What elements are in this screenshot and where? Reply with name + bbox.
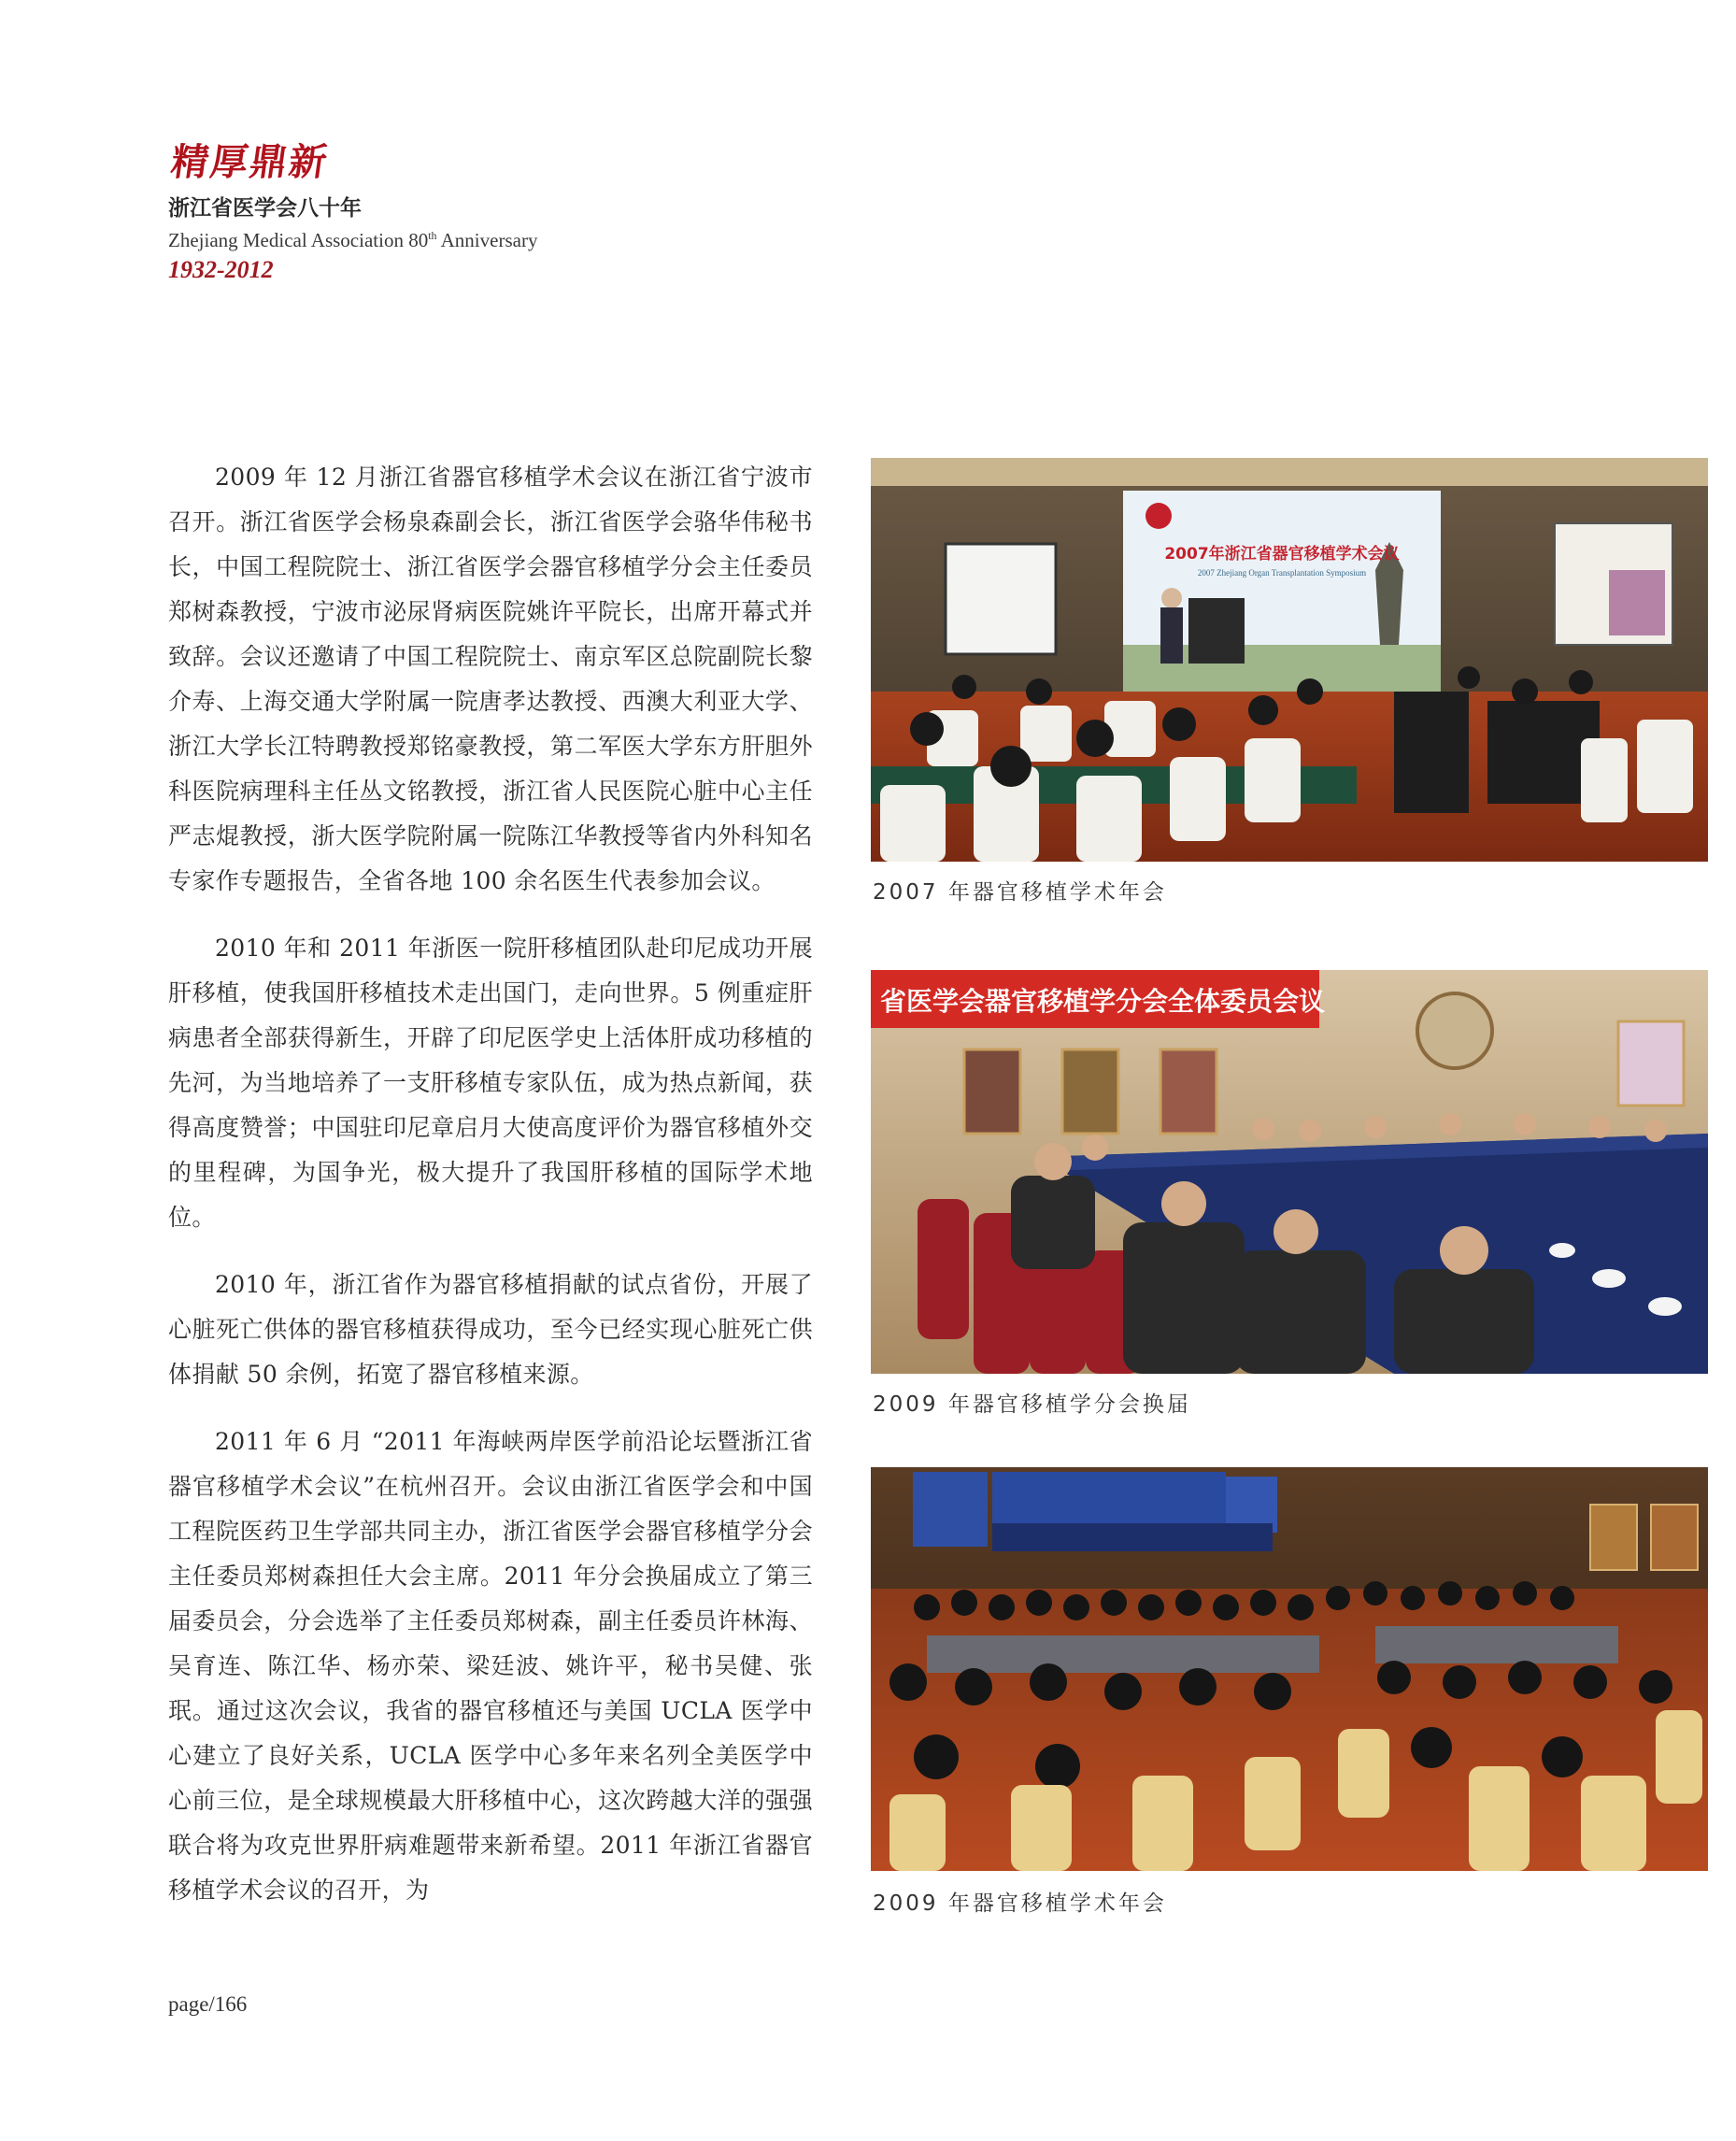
header-title-chinese: 浙江省医学会八十年 [168,196,362,221]
page-number: page/166 [168,1992,248,2016]
paragraph: 2010 年和 2011 年浙医一院肝移植团队赴印尼成功开展肝移植，使我国肝移植技术走出国门，走向世界。5 例重症肝病患者全部获得新生，开辟了印尼医学史上活体肝成功移植的先河，为当地培养了一支肝移植专家队伍，成为热点新闻，获得高度赞誉；中国驻印尼章启月大使高度评价为器官移植外交的里程碑，为国争光，极大提升了我国肝移植的国际学术地位。 [168,935,813,1231]
paragraph: 2009 年 12 月浙江省器官移植学术会议在浙江省宁波市召开。浙江省医学会杨泉森副会长，浙江省医学会骆华伟秘书长，中国工程院院士、浙江省医学会器官移植学分会主任委员郑树森教授，宁波市泌尿肾病医院姚许平院长，出席开幕式并致辞。会议还邀请了中国工程院院士、南京军区总院副院长黎介寿、上海交通大学附属一院唐孝达教授、西澳大利亚大学、浙江大学长江特聘教授郑铭豪教授，第二军医大学东方肝胆外科医院病理科主任丛文铭教授，浙江省人民医院心脏中心主任严志焜教授，浙大医学院附属一院陈江华教授等省内外科知名专家作专题报告，全省各地 100 余名医生代表参加会议。 [168,464,813,894]
calligraphy-logo: 精厚鼎新 [168,140,332,184]
paragraph: 2010 年，浙江省作为器官移植捐献的试点省份，开展了心脏死亡供体的器官移植获得成功，至今已经实现心脏死亡供体捐献 50 余例，拓宽了器官移植来源。 [168,1271,813,1388]
photo-caption: 2007 年器官移植学术年会 [873,880,1167,905]
banner-subtitle-text: 2007 Zhejiang Organ Transplantation Symposium [1197,568,1367,578]
photo-2009-committee-meeting [871,970,1708,1374]
photo-2009-symposium [871,1467,1708,1871]
photo-2007-symposium [871,458,1708,862]
header-title-english: Zhejiang Medical Association 80th Anniversary [168,229,538,251]
paragraph: 2011 年 6 月 “2011 年海峡两岸医学前沿论坛暨浙江省器官移植学术会议”在杭州召开。会议由浙江省医学会和中国工程院医药卫生学部共同主办，浙江省医学会器官移植学分会主任委员郑树森担任大会主席。2011 年分会换届成立了第三届委员会，分会选举了主任委员郑树森，副主任委员许林海、吴育连、陈江华、杨亦荣、梁廷波、姚许平，秘书吴健、张珉。通过这次会议，我省的器官移植还与美国 UCLA 医学中心建立了良好关系，UCLA 医学中心多年来名列全美医学中心前三位，是全球规模最大肝移植中心，这次跨越大洋的强强联合将为攻克世界肝病难题带来新希望。2011 年浙江省器官移植学术会议的召开，为 [168,1428,813,1904]
page-header [168,140,822,287]
banner-title-text: 2007年浙江省器官移植学术会议 [1164,545,1400,564]
photo-caption: 2009 年器官移植学分会换届 [873,1392,1191,1417]
photo-caption: 2009 年器官移植学术年会 [873,1891,1167,1916]
header-years: 1932-2012 [168,256,274,283]
article-body [168,455,813,1935]
banner-title-text: 省医学会器官移植学分会全体委员会议 [880,986,1326,1017]
